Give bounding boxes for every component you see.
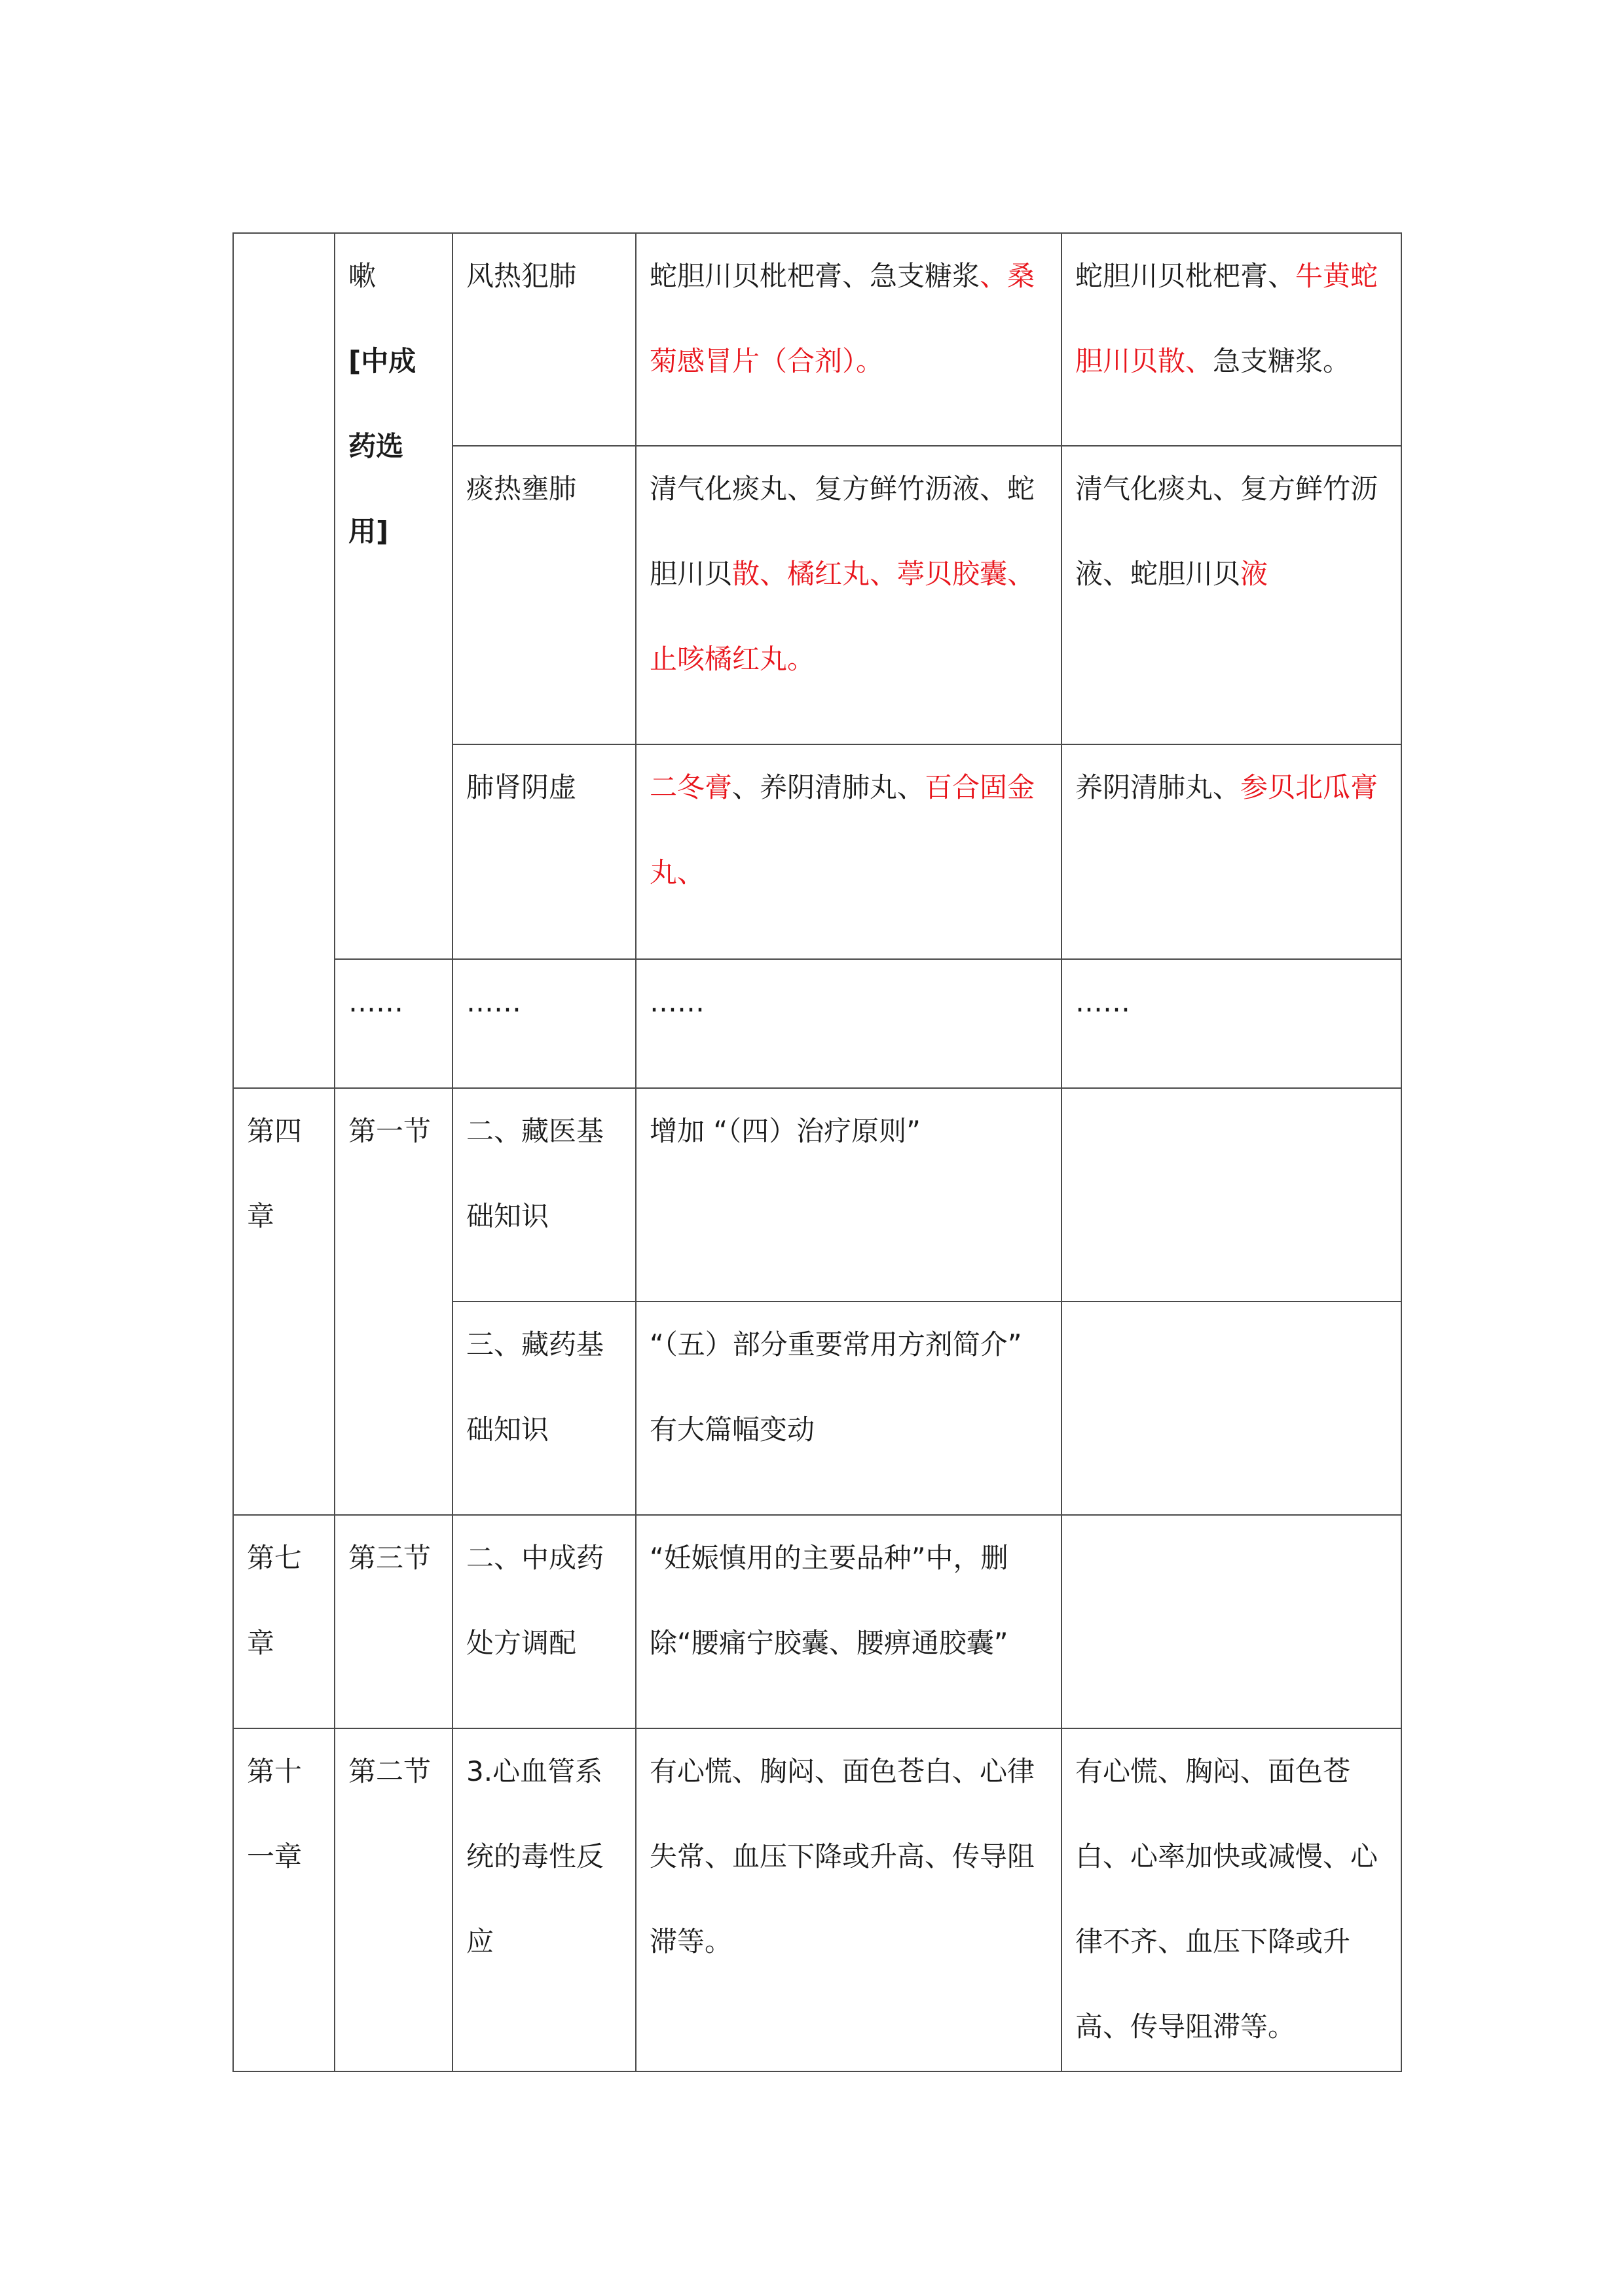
- text-run-changed: 百合固金丸、: [650, 771, 1035, 888]
- old-content-cell: [636, 744, 1061, 959]
- table-row: [233, 1728, 1401, 2071]
- chapter-cell: 第十一章: [233, 1728, 335, 2071]
- subsection-cell: 二、藏医基础知识: [452, 1088, 636, 1302]
- table-row: [233, 1088, 1401, 1302]
- new-content-cell: [1061, 1515, 1401, 1728]
- old-content-cell: [636, 233, 1061, 446]
- section-text-line: 用]: [348, 515, 389, 547]
- text-run-changed: 二冬膏: [650, 771, 733, 803]
- syndrome-cell: 肺肾阴虚: [452, 744, 636, 959]
- section-text-line: 嗽: [348, 260, 377, 292]
- syndrome-cell: 风热犯肺: [452, 233, 636, 446]
- chapter-cell: 第七章: [233, 1515, 335, 1728]
- section-text-line: [中成: [348, 345, 416, 377]
- text-run: 急支糖浆。: [1213, 345, 1351, 377]
- section-cell: 第一节: [335, 1088, 452, 1515]
- ellipsis-cell: ……: [452, 959, 636, 1088]
- table-row: [233, 233, 1401, 446]
- section-cell: 第二节: [335, 1728, 452, 2071]
- chapter-cell-empty: [233, 233, 335, 1088]
- old-content-cell: 增加 “（四）治疗原则”: [636, 1088, 1061, 1302]
- old-content-cell: [636, 446, 1061, 744]
- subsection-cell: 3.心血管系统的毒性反应: [452, 1728, 636, 2071]
- text-run-changed: 参贝北瓜膏: [1240, 771, 1378, 803]
- subsection-cell: 二、中成药处方调配: [452, 1515, 636, 1728]
- ellipsis-cell: ……: [636, 959, 1061, 1088]
- syndrome-cell: 痰热壅肺: [452, 446, 636, 744]
- section-cell: [335, 233, 452, 959]
- text-run: 蛇胆川贝枇杷膏、: [1075, 260, 1296, 292]
- section-cell: 第三节: [335, 1515, 452, 1728]
- new-content-cell: [1061, 446, 1401, 744]
- ellipsis-cell: ……: [335, 959, 452, 1088]
- text-run-changed: 散、橘红丸、葶贝胶囊、止咳橘红丸。: [650, 558, 1035, 675]
- old-content-cell: “（五）部分重要常用方剂简介” 有大篇幅变动: [636, 1302, 1061, 1515]
- new-content-cell: [1061, 1302, 1401, 1515]
- text-run-changed: 液: [1240, 558, 1268, 590]
- chapter-cell: 第四章: [233, 1088, 335, 1515]
- old-content-cell: “妊娠慎用的主要品种”中，删除“腰痛宁胶囊、腰痹通胶囊”: [636, 1515, 1061, 1728]
- table-row: [233, 959, 1401, 1088]
- text-run-changed: 、桑菊感冒片（合剂）。: [650, 260, 1035, 377]
- subsection-cell: 三、藏药基础知识: [452, 1302, 636, 1515]
- new-content-cell: 有心慌、胸闷、面色苍白、心率加快或减慢、心律不齐、血压下降或升高、传导阻滞等。: [1061, 1728, 1401, 2071]
- text-run: 蛇胆川贝枇杷膏、急支糖浆: [650, 260, 980, 292]
- new-content-cell: [1061, 233, 1401, 446]
- text-run: 清气化痰丸、复方鲜竹沥液、蛇胆川贝: [650, 473, 1035, 590]
- text-run: 、养阴清肺丸、: [732, 771, 925, 803]
- section-text-line: 药选: [348, 430, 404, 462]
- table-row: [233, 1515, 1401, 1728]
- text-run-changed: 牛黄蛇胆川贝散、: [1075, 260, 1378, 377]
- ellipsis-cell: ……: [1061, 959, 1401, 1088]
- new-content-cell: [1061, 744, 1401, 959]
- new-content-cell: [1061, 1088, 1401, 1302]
- text-run: 清气化痰丸、复方鲜竹沥液、蛇胆川贝: [1075, 473, 1378, 590]
- old-content-cell: 有心慌、胸闷、面色苍白、心律失常、血压下降或升高、传导阻滞等。: [636, 1728, 1061, 2071]
- text-run: 养阴清肺丸、: [1075, 771, 1241, 803]
- comparison-table: [232, 232, 1402, 2072]
